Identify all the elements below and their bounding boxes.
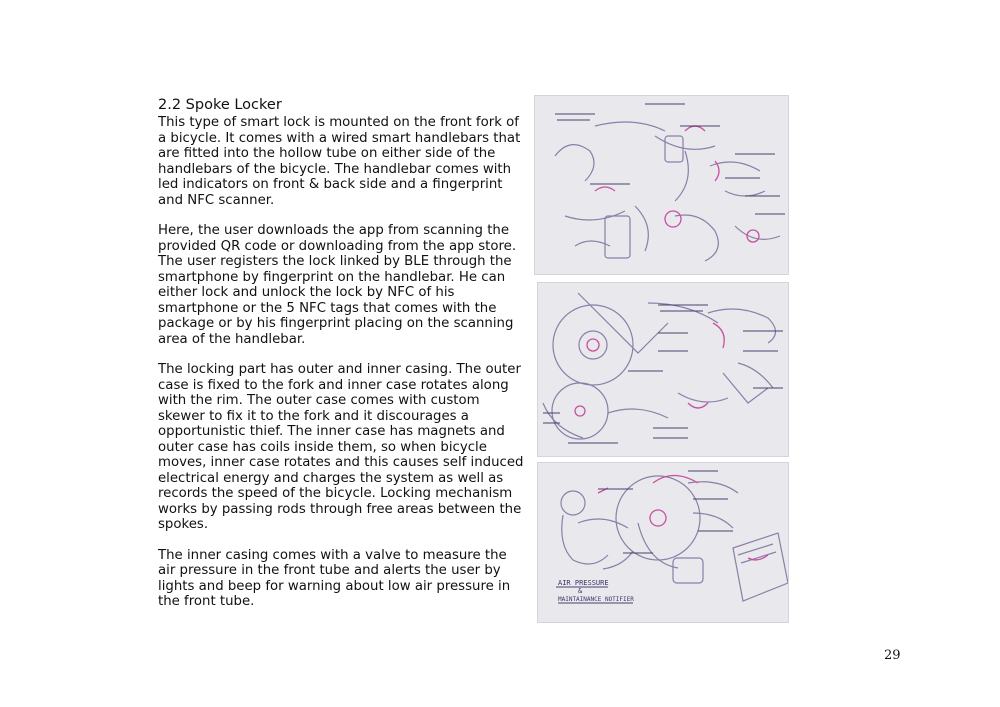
paragraph-3: The locking part has outer and inner casing. The outer case is fixed to the fork and inner case rotates along with the rim. The outer case comes with custom skewer to fix it to the fork and it discourages a opportunistic thief. The inner case has magnets and outer case has coils inside them, so when bicycle moves, inner case rotates and this causes self induced electrical energy and charges the system as well as records the speed of the bicycle. Locking mechanism works by passing rods through free areas between the spokes. <box>158 362 524 532</box>
sketch-caption-line-3: MAINTAINANCE NOTIFIER <box>558 596 634 603</box>
text-column <box>158 96 524 625</box>
concept-sketch-handlebar <box>534 95 789 275</box>
paragraph-1: This type of smart lock is mounted on the front fork of a bicycle. It comes with a wired smart handlebars that are fitted into the hollow tube on either side of the handlebars of the bicycle. The handlebar comes with led indicators on front & back side and a fingerprint and NFC scanner. <box>158 115 521 208</box>
sketch-drawing <box>538 463 788 622</box>
paragraph-4: The inner casing comes with a valve to measure the air pressure in the front tube and alerts the user by lights and beep for warning about low air pressure in the front tube. <box>158 547 511 609</box>
sketch-caption-line-1: AIR PRESSURE <box>558 579 609 587</box>
concept-sketch-spoke-locker <box>537 282 789 457</box>
paragraph-2: Here, the user downloads the app from scanning the provided QR code or downloading from the app store. The user registers the lock linked by BLE through the smartphone by fingerprint on the handlebar. He can either lock and unlock the lock by NFC of his smartphone or the 5 NFC tags that comes with the package or by his fingerprint placing on the scanning area of the handlebar. <box>158 223 517 347</box>
sketch-drawing <box>538 283 788 456</box>
sketch-drawing <box>535 96 788 274</box>
concept-sketch-air-pressure <box>537 462 789 623</box>
sketch-caption-line-2: & <box>578 587 583 595</box>
section-title: 2.2 Spoke Locker <box>158 97 282 113</box>
page-number: 29 <box>884 648 901 663</box>
